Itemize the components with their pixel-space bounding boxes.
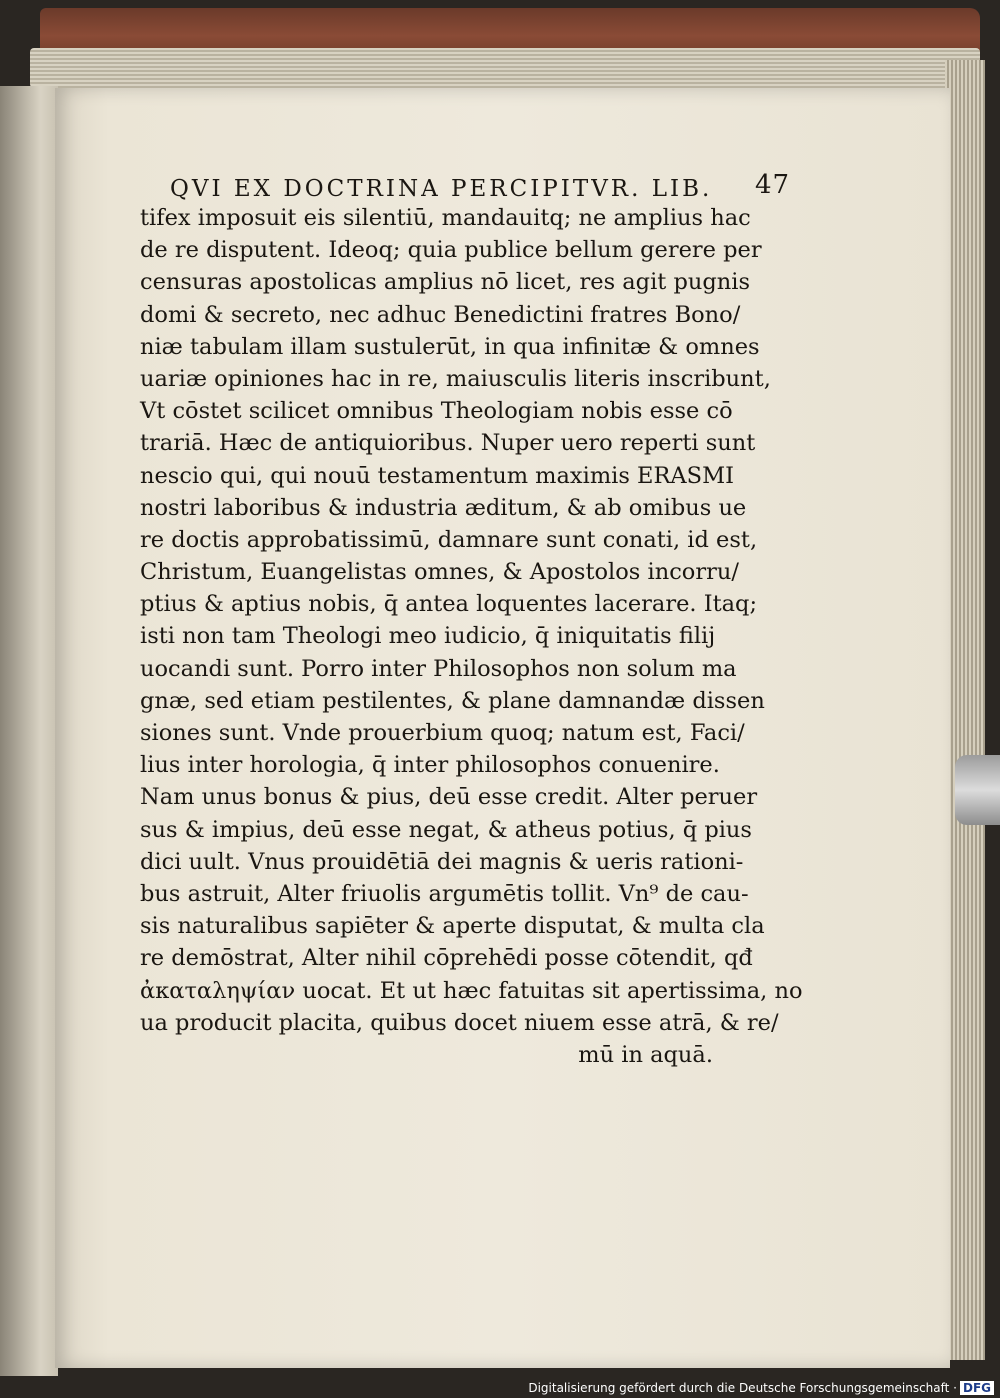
text-line: bus astruit, Alter friuolis argumētis tollit. Vn⁹ de cau- xyxy=(140,880,749,907)
text-line: trariā. Hæc de antiquioribus. Nuper uero reperti sunt xyxy=(140,430,756,457)
page-edges-right xyxy=(945,60,985,1360)
text-line: gnæ, sed etiam pestilentes, & plane damnandæ dissen xyxy=(140,687,765,714)
running-head-title: QVI EX DOCTRINA PERCIPITVR. LIB. xyxy=(170,176,713,202)
text-line: sus & impius, deū esse negat, & atheus potius, q̄ pius xyxy=(140,816,752,843)
text-line: lius inter horologia, q̄ inter philosophos conuenire. xyxy=(140,752,720,779)
text-line: dici uult. Vnus prouidētiā dei magnis & ueris rationi- xyxy=(140,848,744,875)
text-line: domi & secreto, nec adhuc Benedictini fratres Bono/ xyxy=(140,301,741,328)
text-line: Vt cōstet scilicet omnibus Theologiam nobis esse cō xyxy=(140,398,733,425)
text-line: uariæ opiniones hac in re, maiusculis literis inscribunt, xyxy=(140,365,771,392)
body-text xyxy=(140,202,803,1071)
text-line: de re disputent. Ideoq; quia publice bellum gerere per xyxy=(140,237,762,264)
text-line: nostri laboribus & industria æditum, & ab omibus ue xyxy=(140,494,747,521)
facing-page-edge xyxy=(0,86,58,1376)
text-line: ἀκαταληψίαν uocat. Et ut hæc fatuitas sit apertissima, no xyxy=(140,977,803,1004)
text-line: uocandi sunt. Porro inter Philosophos non solum ma xyxy=(140,655,737,682)
text-line: niæ tabulam illam sustulerūt, in qua infinitæ & omnes xyxy=(140,333,760,360)
page-clamp xyxy=(955,755,1000,825)
text-line: censuras apostolicas amplius nō licet, res agit pugnis xyxy=(140,269,751,296)
text-line: ua producit placita, quibus docet niuem esse atrā, & re/ xyxy=(140,1009,779,1036)
credit-text: Digitalisierung gefördert durch die Deutsche Forschungsgemeinschaft · xyxy=(528,1381,957,1395)
page-edges-top xyxy=(30,48,980,88)
text-line: nescio qui, qui nouū testamentum maximis ERASMI xyxy=(140,462,734,489)
digitization-credit xyxy=(528,1381,994,1395)
dfg-logo: DFG xyxy=(960,1381,994,1395)
text-line: ptius & aptius nobis, q̄ antea loquentes lacerare. Itaq; xyxy=(140,591,758,618)
text-line: Nam unus bonus & pius, deū esse credit. Alter peruer xyxy=(140,784,758,811)
text-line: sis naturalibus sapiēter & aperte disputat, & multa cla xyxy=(140,913,765,940)
running-head xyxy=(170,170,800,202)
folio-number: 47 xyxy=(755,170,791,200)
catchword: mū in aquā. xyxy=(578,1041,713,1068)
text-line: re doctis approbatissimū, damnare sunt conati, id est, xyxy=(140,526,758,553)
text-line: Christum, Euangelistas omnes, & Apostolos incorru/ xyxy=(140,559,739,586)
text-line: re demōstrat, Alter nihil cōprehēdi posse cōtendit, qđ xyxy=(140,945,753,972)
text-line: isti non tam Theologi meo iudicio, q̄ iniquitatis filij xyxy=(140,623,716,650)
text-line: siones sunt. Vnde prouerbium quoq; natum est, Faci/ xyxy=(140,720,745,746)
text-line: tifex imposuit eis silentiū, mandauitq; ne amplius hac xyxy=(140,205,751,231)
